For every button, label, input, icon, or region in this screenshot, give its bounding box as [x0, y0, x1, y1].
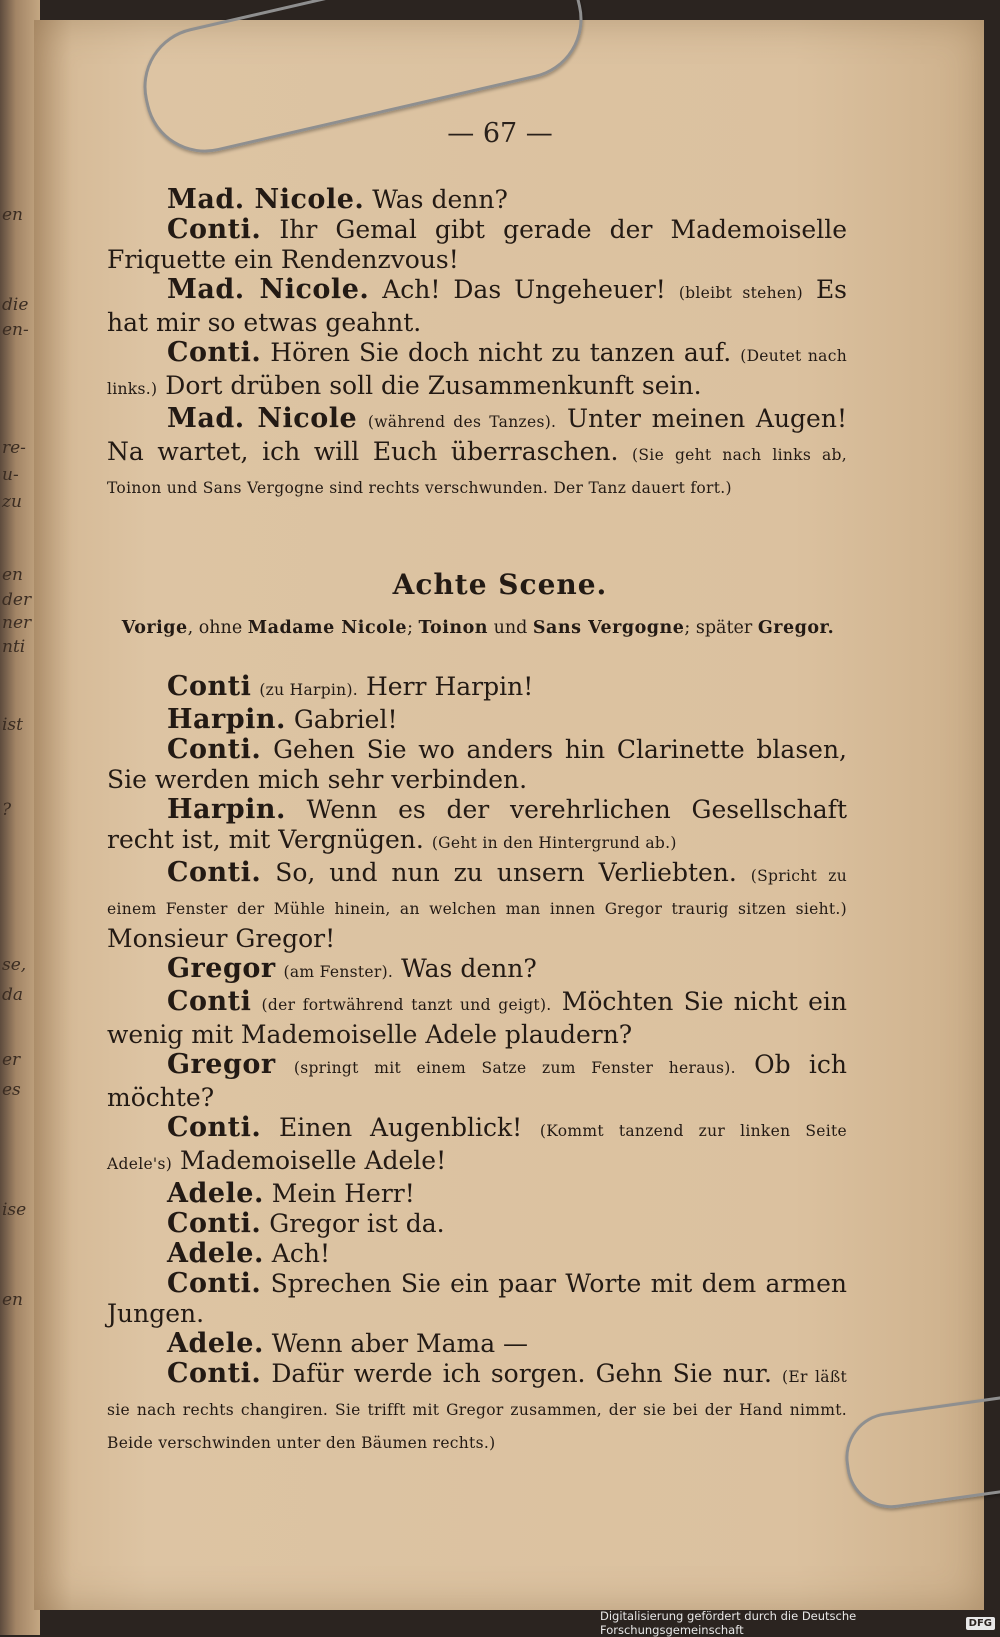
left-page-fragment: en [2, 205, 24, 225]
line-text: Dort drüben soll die Zusammenkunft sein. [165, 371, 702, 400]
dialogue-line [107, 735, 847, 795]
speaker-name: Conti. [167, 1208, 262, 1239]
stage-direction: (Sie geht nach links ab, Toinon und Sans Vergogne sind rechts verschwunden. Der Tanz dauert fort.) [107, 446, 847, 497]
speaker-name: Gregor [167, 1049, 276, 1080]
dialogue-line [107, 1209, 847, 1239]
left-page-fragment: se, [2, 955, 27, 975]
speaker-name: Adele. [167, 1238, 264, 1269]
dialogue-line [107, 1050, 847, 1113]
line-text: Gehen Sie wo anders hin Clarinette blasen, Sie werden mich sehr verbinden. [107, 735, 847, 794]
line-text: Ihr Gemal gibt gerade der Mademoiselle Friquette ein Rendenzvous! [107, 215, 847, 274]
left-page-fragment: nti [2, 637, 26, 657]
speaker-name: Mad. Nicole. [167, 274, 370, 305]
dialogue-line [107, 1359, 847, 1458]
speaker-name: Mad. Nicole. [167, 184, 365, 215]
speaker-name: Gregor [167, 953, 276, 984]
dialogue-line [107, 987, 847, 1050]
line-text: Hören Sie doch nicht zu tanzen auf. [270, 338, 732, 367]
line-text: Dafür werde ich sorgen. Gehn Sie nur. [271, 1359, 772, 1388]
speaker-name: Conti. [167, 1358, 262, 1389]
left-page-fragment: ise [2, 1200, 27, 1220]
dialogue-line [107, 705, 847, 735]
speaker-name: Harpin. [167, 704, 286, 735]
cast-name: Sans Vergogne [532, 618, 685, 638]
footer-text: Digitalisierung gefördert durch die Deutsche Forschungsgemeinschaft [600, 1609, 857, 1637]
left-page-fragment: ist [2, 715, 23, 735]
line-text: So, und nun zu unsern Verliebten. [275, 858, 737, 887]
line-text: Gabriel! [293, 705, 398, 734]
line-text: Sprechen Sie ein paar Worte mit dem armen Jungen. [107, 1269, 847, 1328]
cast-name: Toinon [418, 618, 489, 638]
line-text: Wenn es der verehrlichen Gesellschaft recht ist, mit Vergnügen. [107, 795, 847, 854]
scene-heading: Achte Scene. [392, 568, 608, 601]
left-page-fragment: en [2, 1290, 24, 1310]
cast-list [108, 618, 848, 638]
stage-direction: (zu Harpin). [259, 681, 359, 699]
stage-direction: (springt mit einem Satze zum Fenster heraus). [293, 1059, 736, 1077]
stage-direction: (der fortwährend tanzt und geigt). [261, 996, 552, 1014]
left-page-fragment: u- [2, 465, 19, 485]
line-text: Ach! [271, 1239, 330, 1268]
left-page-fragment: es [2, 1080, 21, 1100]
line-text: Einen Augenblick! [278, 1113, 523, 1142]
line-text: Ob ich möchte? [107, 1050, 848, 1112]
line-text: Monsieur Gregor! [107, 924, 336, 953]
left-page-fragment: die [2, 295, 29, 315]
speaker-name: Harpin. [167, 794, 286, 825]
dialogue-line [107, 672, 847, 705]
speaker-name: Conti [167, 986, 252, 1017]
line-text: Herr Harpin! [366, 672, 534, 701]
line-text: Wenn aber Mama — [271, 1329, 529, 1358]
dialogue-line [107, 185, 847, 215]
cast-text: ; [407, 618, 413, 638]
left-page-fragment: der [2, 590, 32, 610]
left-page-fragment: ? [2, 800, 12, 820]
left-page-fragment: en- [2, 320, 29, 340]
speaker-name: Mad. Nicole [167, 403, 358, 434]
line-text: Ach! Das Ungeheuer! [382, 275, 666, 304]
speaker-name: Conti. [167, 857, 262, 888]
dfg-logo: DFG [966, 1617, 995, 1630]
dialogue-line [107, 1269, 847, 1329]
page-number: — 67 — [447, 118, 553, 149]
stage-direction: (bleibt stehen) [678, 284, 803, 302]
cast-name: Madame Nicole [247, 618, 408, 638]
digitization-footer [600, 1609, 995, 1637]
stage-direction: (Deutet nach links.) [107, 347, 847, 398]
stage-direction: (am Fenster). [283, 963, 394, 981]
left-page-fragment: en [2, 565, 24, 585]
line-text: Was denn? [372, 185, 508, 214]
dialogue-line [107, 404, 847, 503]
cast-text: und [493, 618, 528, 638]
speaker-name: Adele. [167, 1178, 264, 1209]
speaker-name: Conti [167, 671, 252, 702]
speaker-name: Conti. [167, 214, 262, 245]
line-text: Was denn? [401, 954, 537, 983]
dialogue-line [107, 1329, 847, 1359]
dialogue-line [107, 338, 847, 404]
stage-direction: (Geht in den Hintergrund ab.) [431, 834, 677, 852]
dialogue-block-2 [107, 672, 847, 1458]
dialogue-line [107, 795, 847, 858]
speaker-name: Conti. [167, 1112, 262, 1143]
speaker-name: Conti. [167, 1268, 262, 1299]
left-page-fragment: ner [2, 613, 32, 633]
speaker-name: Conti. [167, 337, 262, 368]
line-text: Unter meinen Augen! Na wartet, ich will Euch überraschen. [107, 404, 847, 466]
dialogue-line [107, 1113, 847, 1179]
left-page-fragment: zu [2, 492, 22, 512]
dialogue-line [107, 858, 847, 954]
left-page-fragment: da [2, 985, 24, 1005]
stage-direction: (während des Tanzes). [367, 413, 557, 431]
stage-direction: (Spricht zu einem Fenster der Mühle hinein, an welchen man innen Gregor traurig sitzen sieht.) [107, 867, 847, 918]
speaker-name: Adele. [167, 1328, 264, 1359]
line-text: Gregor ist da. [269, 1209, 445, 1238]
dialogue-line [107, 215, 847, 275]
stage-direction: (Er läßt sie nach rechts changiren. Sie trifft mit Gregor zusammen, der sie bei der Hand nimmt. Beide verschwinden unter den Bäumen rechts.) [107, 1368, 848, 1452]
dialogue-block-1 [107, 185, 847, 503]
cast-text: ; später [684, 618, 753, 638]
dialogue-line [107, 1239, 847, 1269]
line-text: Mein Herr! [271, 1179, 415, 1208]
cast-name: Gregor. [757, 618, 835, 638]
line-text: Mademoiselle Adele! [180, 1146, 447, 1175]
dialogue-line [107, 275, 847, 338]
line-text: Möchten Sie nicht ein wenig mit Mademoiselle Adele plaudern? [107, 987, 848, 1049]
cast-prefix: Vorige [121, 618, 188, 638]
stage-direction: (Kommt tanzend zur linken Seite Adele's) [107, 1122, 847, 1173]
left-page-fragment: re- [2, 438, 26, 458]
line-text: Es hat mir so etwas geahnt. [107, 275, 848, 337]
dialogue-line [107, 954, 847, 987]
speaker-name: Conti. [167, 734, 262, 765]
left-page-fragment: er [2, 1050, 21, 1070]
cast-text: , ohne [187, 618, 243, 638]
dialogue-line [107, 1179, 847, 1209]
